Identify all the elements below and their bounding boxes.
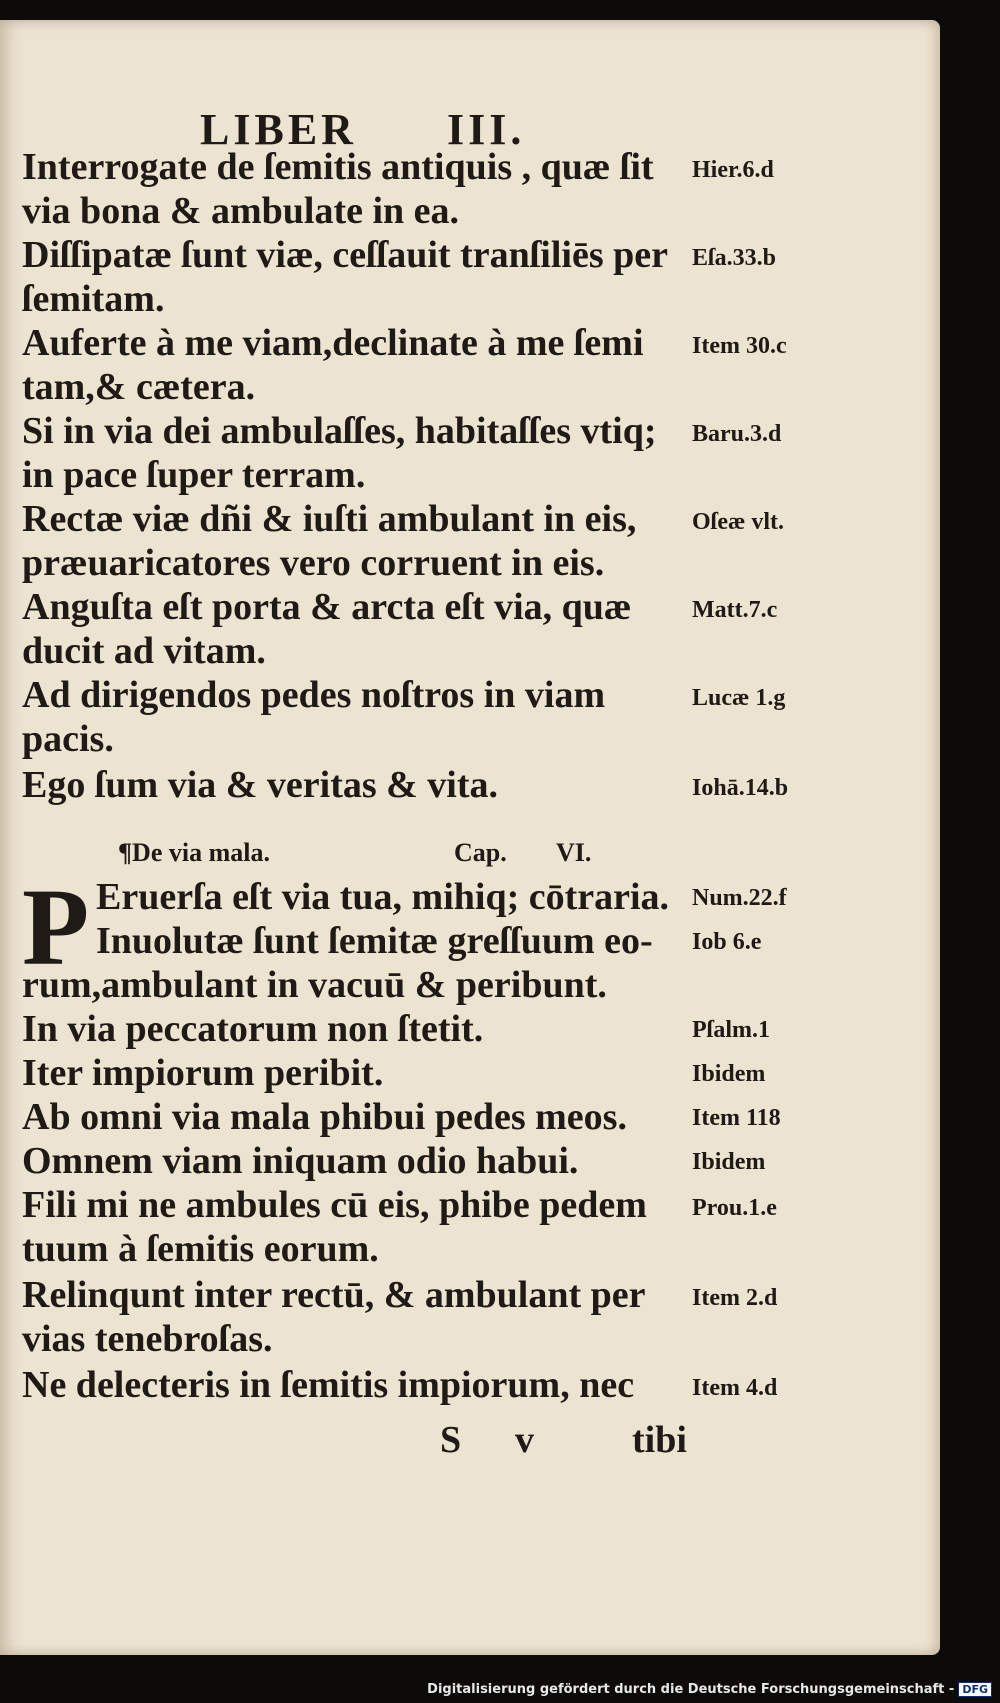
text-line: Ne delecteris in ſemitis impiorum, nec (22, 1364, 635, 1406)
text-line: rum,ambulant in vacuū & peribunt. (22, 964, 607, 1006)
margin-reference: Item 30.c (692, 333, 787, 359)
text-line: Ab omni via mala phibui pedes meos. (22, 1096, 627, 1138)
chapter-number: VI. (556, 838, 592, 867)
text-line: in pace ſuper terram. (22, 454, 366, 496)
margin-reference: Ibidem (692, 1061, 766, 1087)
text-line: Rectæ viæ dñi & iuſti ambulant in eis, (22, 498, 637, 540)
text-line: Ad dirigendos pedes noſtros in viam (22, 674, 606, 716)
text-line: pacis. (22, 718, 114, 760)
chapter-label: Cap. (454, 838, 507, 867)
chapter-heading (118, 838, 592, 868)
text-line: In via peccatorum non ſtetit. (22, 1008, 484, 1050)
margin-reference: Matt.7.c (692, 597, 778, 623)
text-line: Omnem viam iniquam odio habui. (22, 1140, 579, 1182)
signature-mark: S (440, 1419, 462, 1461)
book-page (0, 20, 940, 1655)
text-line: Eruerſa eſt via tua, mihiq; cōtraria. (96, 876, 670, 918)
margin-reference: Pſalm.1 (692, 1017, 770, 1043)
credit-text: Digitalisierung gefördert durch die Deutsche Forschungsgemeinschaft - (427, 1682, 955, 1697)
text-line: Auferte à me viam,declinate à me ſemi (22, 322, 644, 364)
text-line: Interrogate de ſemitis antiquis , quæ ſit (22, 146, 654, 188)
header-title: LIBER (200, 105, 357, 154)
margin-reference: Prou.1.e (692, 1195, 777, 1221)
margin-reference: Oſeæ vlt. (692, 509, 784, 535)
catchword: tibi (632, 1419, 687, 1461)
book-number: III. (446, 105, 526, 154)
text-line: Inuolutæ ſunt ſemitæ greſſuum eo- (96, 920, 653, 962)
margin-reference: Num.22.f (692, 885, 787, 911)
text-line: Si in via dei ambulaſſes, habitaſſes vtiq; (22, 410, 657, 452)
text-line: vias tenebroſas. (22, 1318, 273, 1360)
text-line: Diſſipatæ ſunt viæ, ceſſauit tranſiliēs per (22, 234, 668, 276)
margin-reference: Iohā.14.b (692, 775, 789, 801)
margin-reference: Ibidem (692, 1149, 766, 1175)
text-line: tam,& cætera. (22, 366, 256, 408)
text-line: Relinqunt inter rectū, & ambulant per (22, 1274, 646, 1316)
text-line: ducit ad vitam. (22, 630, 266, 672)
text-line: Fili mi ne ambules cū eis, phibe pedem (22, 1184, 647, 1226)
margin-reference: Item 118 (692, 1105, 781, 1131)
drop-capital: P (22, 866, 90, 988)
text-line: tuum à ſemitis eorum. (22, 1228, 379, 1270)
text-line: Ego ſum via & veritas & vita. (22, 764, 499, 806)
margin-reference: Iob 6.e (692, 929, 762, 955)
digitization-credit (427, 1682, 992, 1697)
margin-reference: Item 4.d (692, 1375, 778, 1401)
text-line: via bona & ambulate in ea. (22, 190, 460, 232)
text-line: ſemitam. (22, 278, 165, 320)
margin-reference: Item 2.d (692, 1285, 778, 1311)
dfg-logo: DFG (958, 1682, 992, 1697)
text-line: præuaricatores vero corruent in eis. (22, 542, 605, 584)
chapter-title: ¶De via mala. (118, 838, 270, 867)
margin-reference: Hier.6.d (692, 157, 774, 183)
margin-reference: Lucæ 1.g (692, 685, 786, 711)
text-line: Iter impiorum peribit. (22, 1052, 384, 1094)
signature-mark: v (515, 1419, 534, 1461)
margin-reference: Baru.3.d (692, 421, 782, 447)
margin-reference: Eſa.33.b (692, 245, 777, 271)
text-line: Anguſta eſt porta & arcta eſt via, quæ (22, 586, 632, 628)
